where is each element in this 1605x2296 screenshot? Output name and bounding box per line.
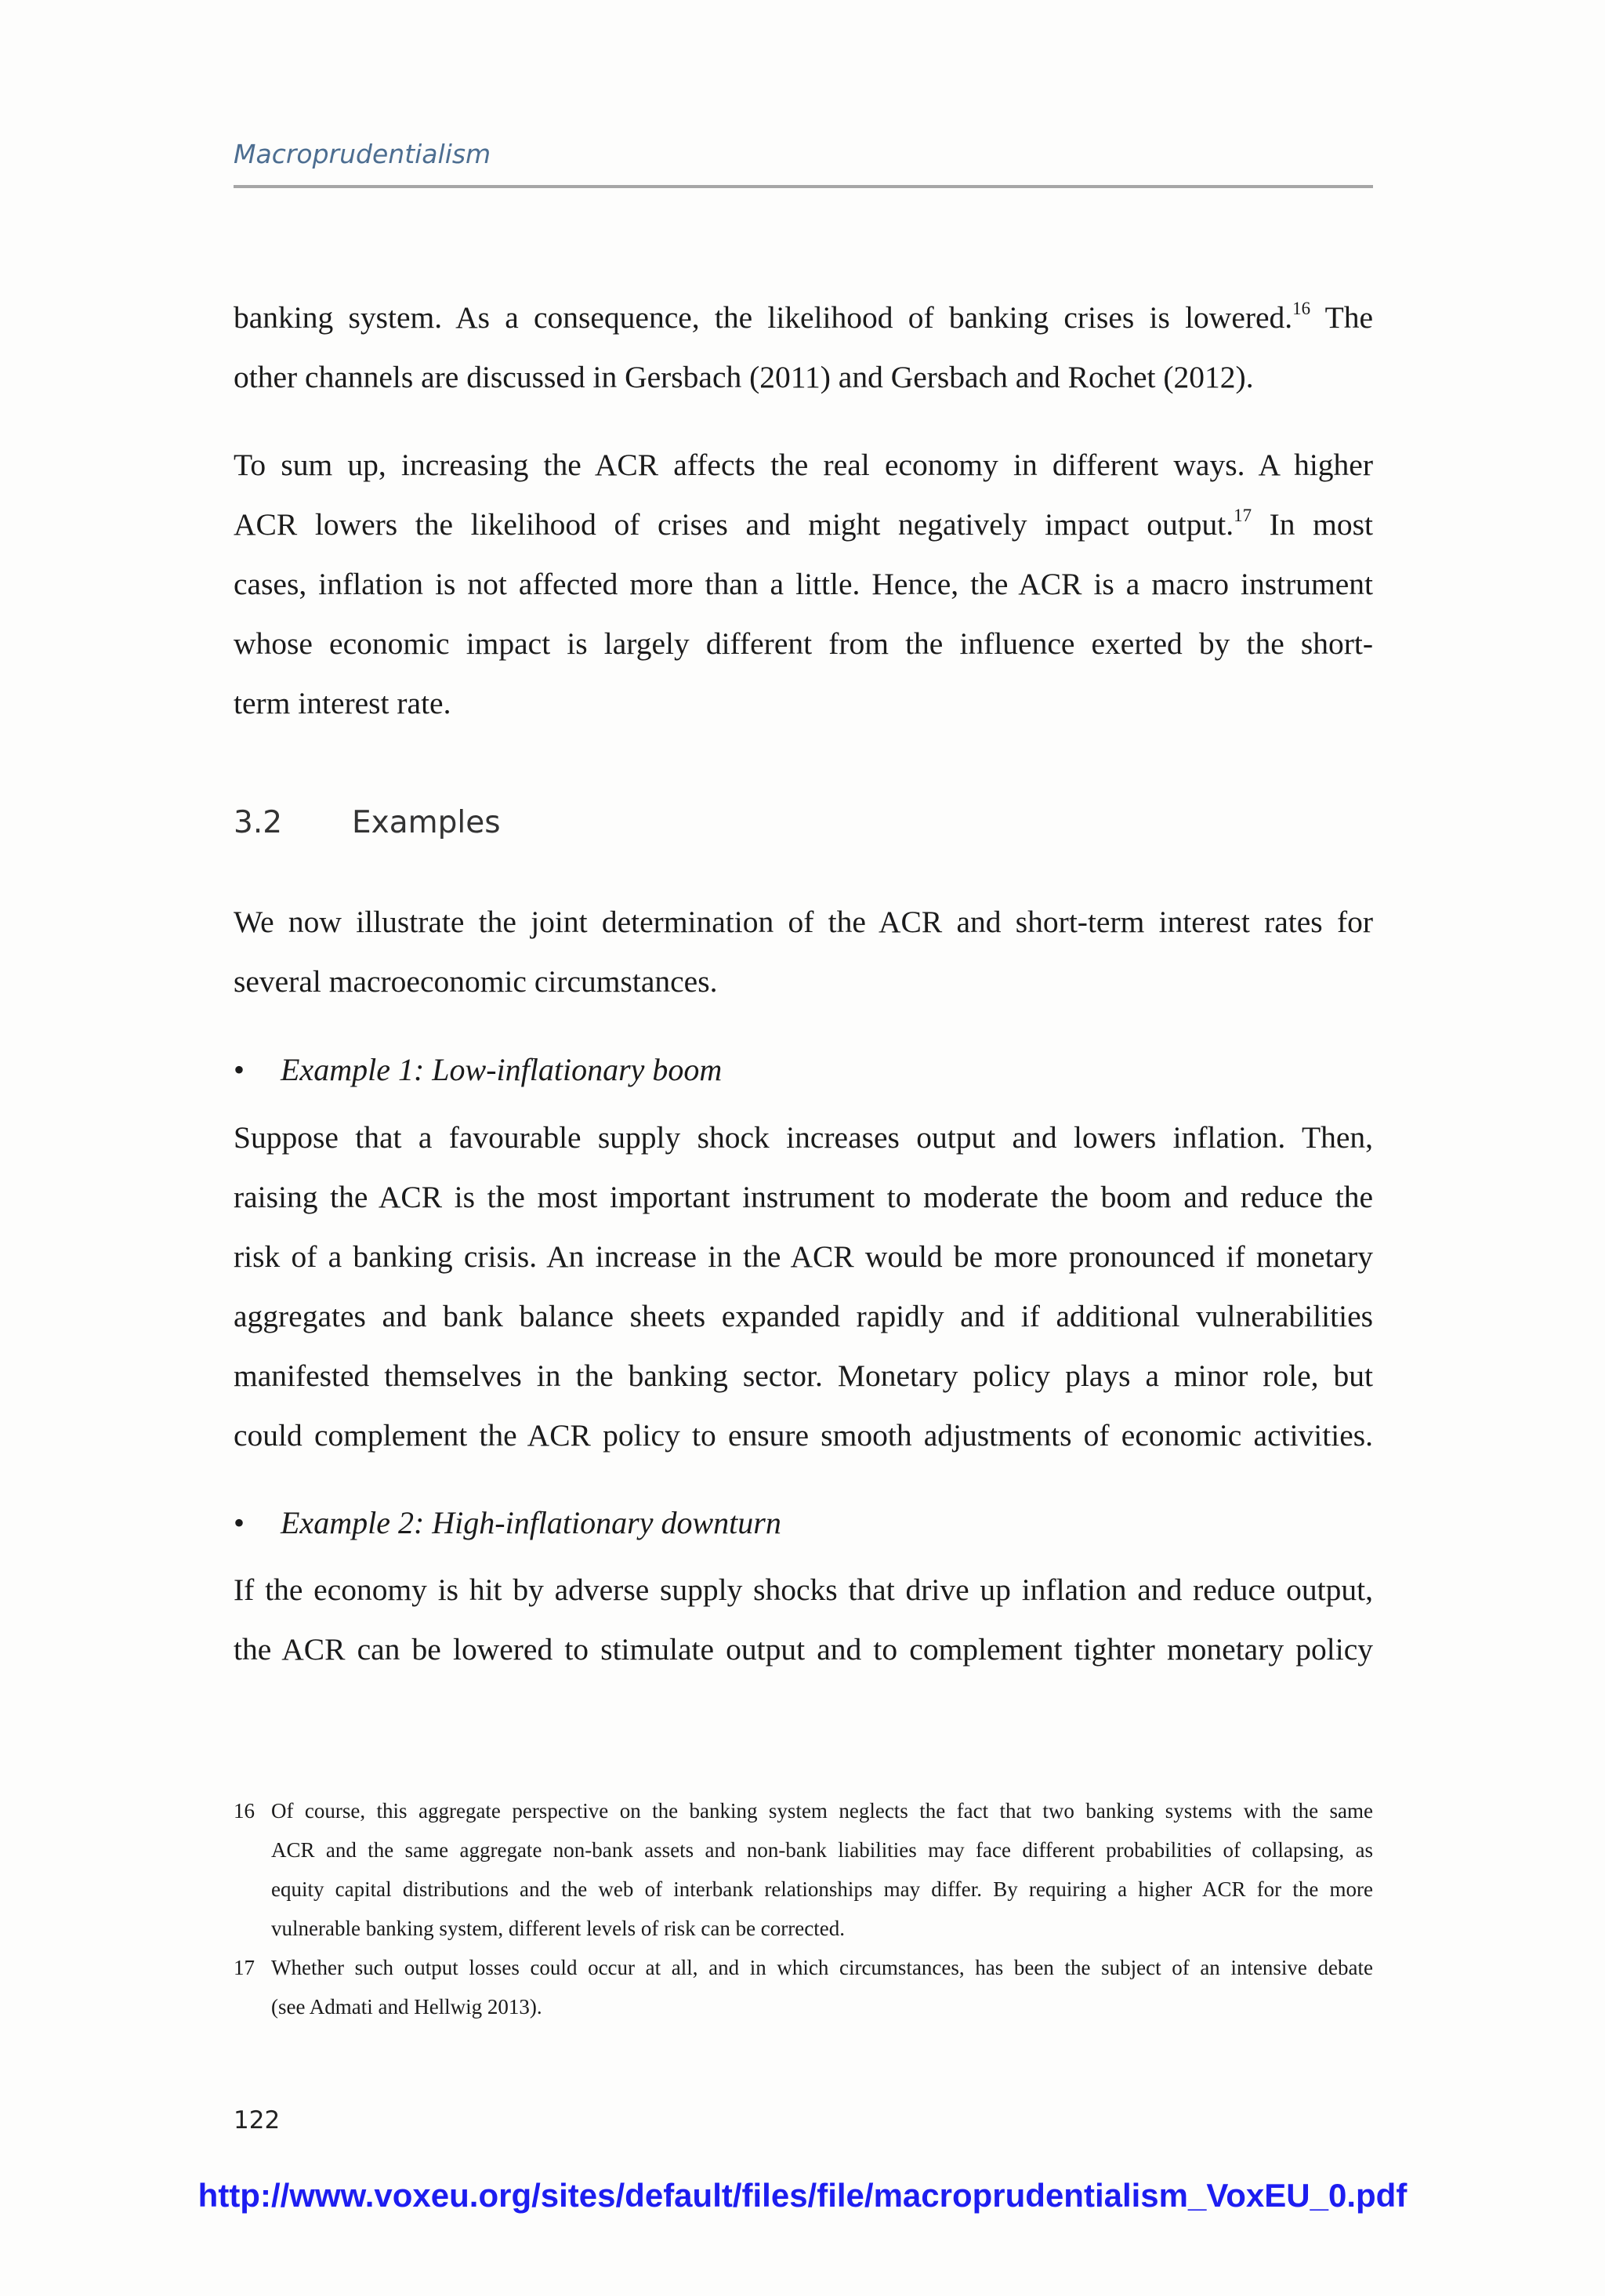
bullet-icon: • <box>234 1052 245 1087</box>
example-title: Example 2: High-inflationary downturn <box>281 1505 781 1540</box>
paragraph-line: cases, inflation is not affected more than a little. Hence, the ACR is a macro instrument <box>234 567 1373 601</box>
footnote-number: 17 <box>234 1956 255 1979</box>
paragraph-line <box>234 298 1373 335</box>
footnote-line: Whether such output losses could occur at all, and in which circumstances, has been the subject of an intensive debate <box>271 1956 1373 1979</box>
footnote-line: equity capital distributions and the web of interbank relationships may differ. By requiring a higher ACR for the more <box>271 1877 1373 1901</box>
text-span: banking system. As a consequence, the likelihood of banking crises is lowered. <box>234 300 1293 335</box>
footnote-line: vulnerable banking system, different levels of risk can be corrected. <box>271 1917 845 1940</box>
running-header: Macroprudentialism <box>234 139 491 169</box>
paragraph-line: risk of a banking crisis. An increase in the ACR would be more pronounced if monetary <box>234 1239 1373 1274</box>
paragraph-line <box>234 505 1373 542</box>
source-url-link[interactable]: http://www.voxeu.org/sites/default/files/file/macroprudentialism_VoxEU_0.pdf <box>197 2177 1408 2214</box>
paragraph-line: other channels are discussed in Gersbach (2011) and Gersbach and Rochet (2012). <box>234 360 1254 394</box>
footnote-ref[interactable]: 16 <box>1292 298 1311 318</box>
text-span: ACR lowers the likelihood of crises and might negatively impact output. <box>234 507 1234 542</box>
text-span: The <box>1310 300 1373 335</box>
footnote-ref[interactable]: 17 <box>1234 505 1252 525</box>
footnote-number: 16 <box>234 1799 255 1823</box>
bullet-icon: • <box>234 1505 245 1540</box>
page-number: 122 <box>234 2106 281 2135</box>
text-span: In most <box>1252 507 1373 542</box>
paragraph-line: could complement the ACR policy to ensure smooth adjustments of economic activities. <box>234 1418 1373 1453</box>
section-number: 3.2 <box>234 805 283 840</box>
footnote-line: (see Admati and Hellwig 2013). <box>271 1995 542 2019</box>
paragraph-line: To sum up, increasing the ACR affects the real economy in different ways. A higher <box>234 448 1373 482</box>
paragraph-line: manifested themselves in the banking sector. Monetary policy plays a minor role, but <box>234 1358 1373 1393</box>
paragraph-line: several macroeconomic circumstances. <box>234 964 718 999</box>
paragraph-line: whose economic impact is largely different from the influence exerted by the short- <box>234 626 1373 661</box>
section-title: Examples <box>352 805 501 840</box>
paragraph-line: term interest rate. <box>234 686 451 720</box>
paragraph-line: If the economy is hit by adverse supply shocks that drive up inflation and reduce output, <box>234 1572 1373 1607</box>
paragraph-line: raising the ACR is the most important instrument to moderate the boom and reduce the <box>234 1180 1373 1214</box>
paragraph-line: the ACR can be lowered to stimulate output and to complement tighter monetary policy <box>234 1632 1373 1667</box>
footnote-line: Of course, this aggregate perspective on the banking system neglects the fact that two banking systems with the same <box>271 1799 1373 1823</box>
header-rule <box>234 185 1373 188</box>
paragraph-line: aggregates and bank balance sheets expanded rapidly and if additional vulnerabilities <box>234 1299 1373 1333</box>
example-title: Example 1: Low-inflationary boom <box>281 1052 723 1087</box>
footnote-line: ACR and the same aggregate non-bank assets and non-bank liabilities may face different probabilities of collapsing, as <box>271 1838 1373 1862</box>
paragraph-line: We now illustrate the joint determination of the ACR and short-term interest rates for <box>234 905 1373 939</box>
paragraph-line: Suppose that a favourable supply shock increases output and lowers inflation. Then, <box>234 1120 1373 1155</box>
